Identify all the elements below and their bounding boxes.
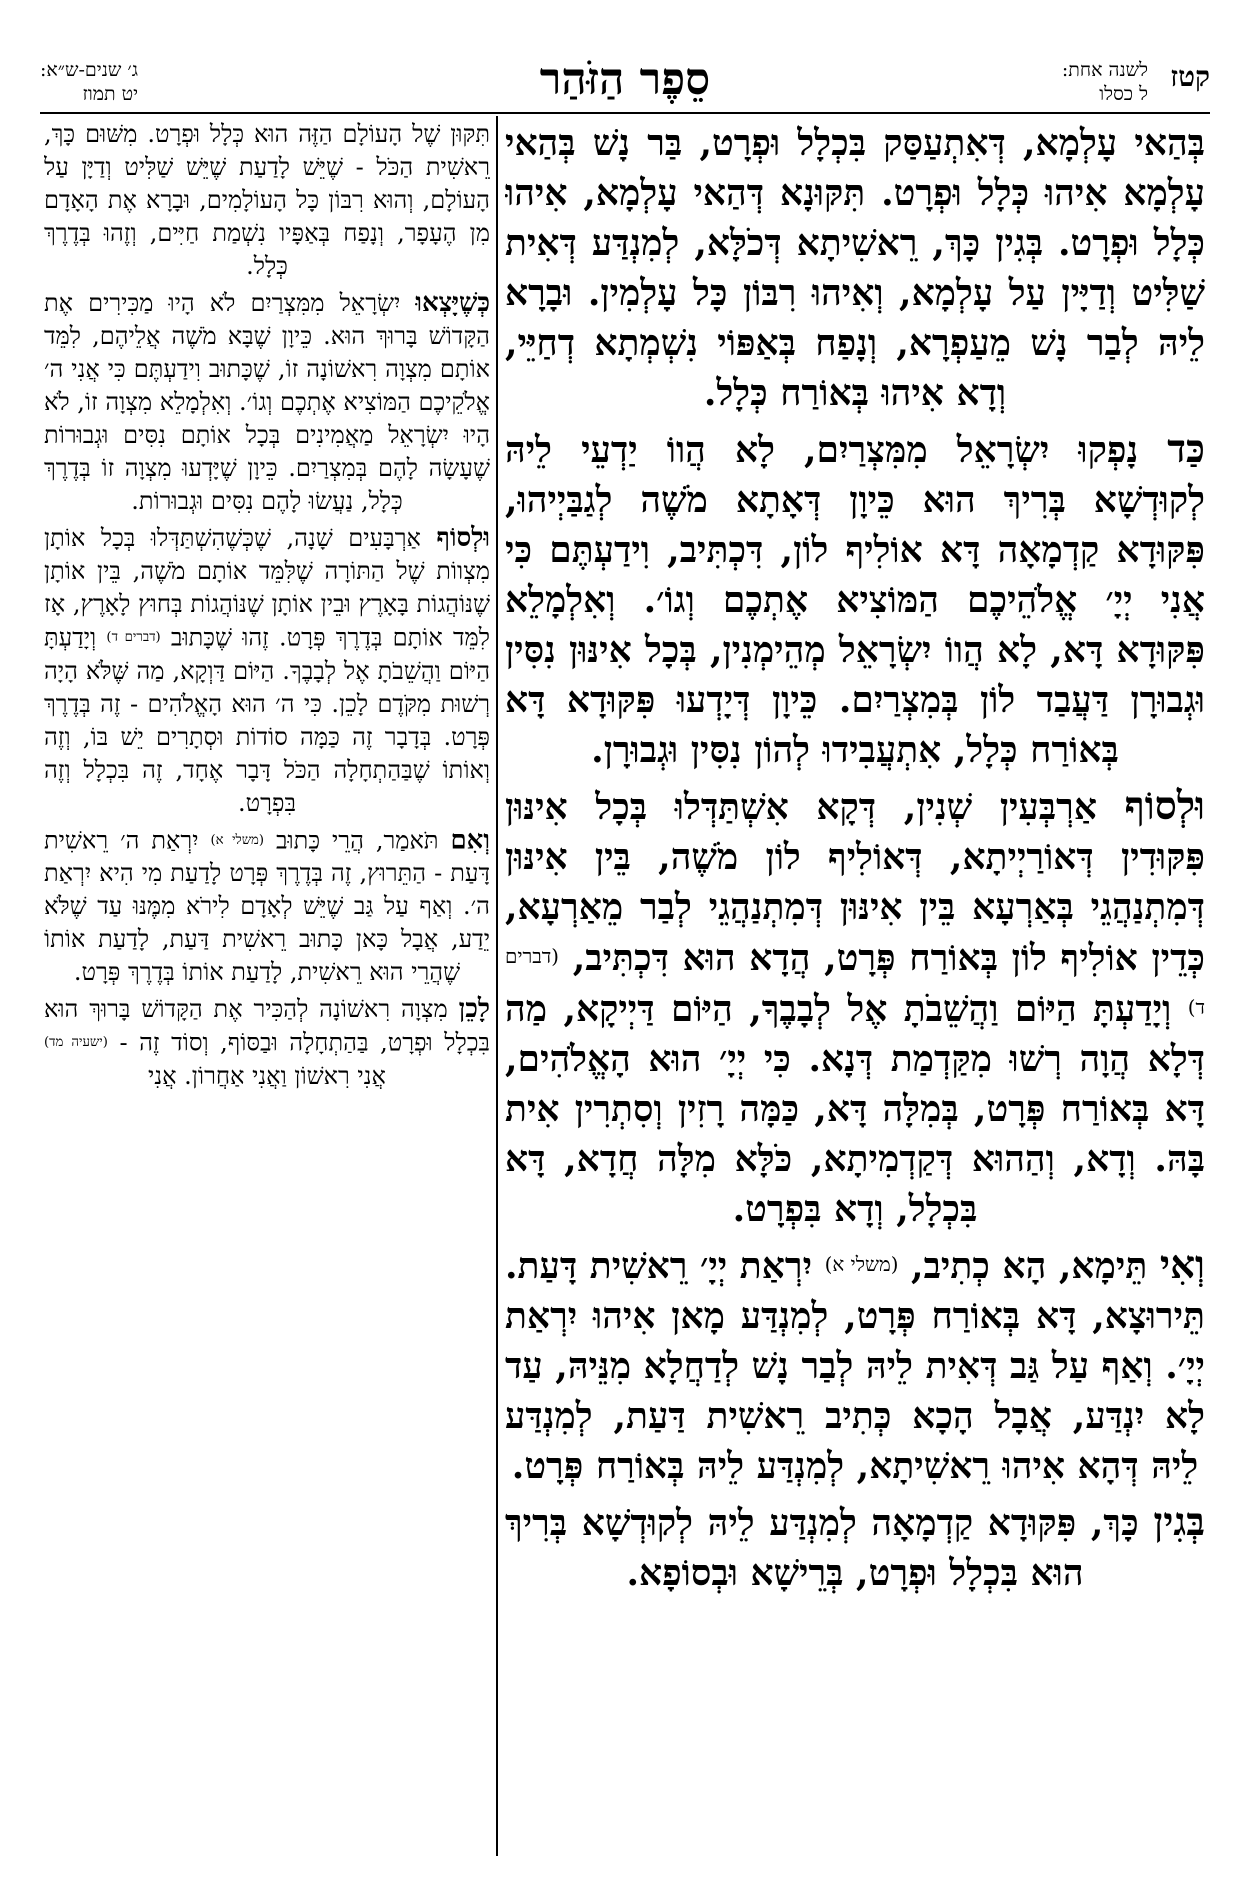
text-paragraph: בְּהַאי עָלְמָא, דְּאִתְעַסַּק בִּכְלָל וּפְרָט, בַּר נָשׁ בְּהַאי עָלְמָא אִיהוּ כְּלָל וּפְרָט. תִּקּוּנָא דְּהַאי עָלְמָא, אִיהוּ כְּלָל וּפְרָט. בְּגִין כָּךְ, רֵאשִׁיתָא דְּכֹלָּא, לְמִנְדַּע דְּאִית שַׁלִּיט וְדַיָּין עַל עָלְמָא, וְאִיהוּ רִבּוֹן כָּל עָלְמִין. וּבָרָא לֵיהּ לְבַר נָשׁ מֵעַפְרָא, וְנָפַח בְּאַפּוֹי נִשְׁמְתָא דְחַיֵּי, וְדָא אִיהוּ בְּאוֹרַח כְּלָל. — [505, 122, 1205, 414]
source-citation: (משלי א) — [210, 832, 264, 848]
source-citation: (דברים ד) — [106, 630, 161, 645]
paragraph-opener: בְּגִין — [1153, 1498, 1205, 1545]
header-rule — [40, 112, 1210, 114]
column-divider — [496, 116, 498, 1856]
page-number: קטז — [1170, 60, 1210, 93]
paragraph-opener: כַּד — [1167, 426, 1205, 472]
paragraph-opener: וּלְסוֹף — [436, 523, 490, 553]
text-paragraph: כַּד נָפְקוּ יִשְׂרָאֵל מִמִּצְרַיִם, לָא הֲווֹ יַדְעֵי לֵיהּ לְקוּדְשָׁא בְּרִיךְ הוּא כֵּיוָן דְּאָתָא מֹשֶׁה לְגַבַּיְיהוּ, פִּקּוּדָא קַדְמָאָה דָּא אוֹלִיף לוֹן, דִּכְתִּיב, וִידַעְתֶּם כִּי אֲנִי יְיָ׳ אֱלֹהֵיכֶם הַמּוֹצִיא אֶתְכֶם וְגוֹ׳. וְאִלְמָלֵא פִּקּוּדָא דָּא, לָא הֲווֹ יִשְׂרָאֵל מְהֵימְנִין, בְּכָל אִינּוּן נִסִּין וּגְבוּרָן דַּעֲבַד לוֹן בְּמִצְרַיִם. כֵּיוָן דְּיָדְעוּ פִּקּוּדָא דָּא בְּאוֹרַח כְּלָל, אִתְעֲבִידוּ לְהוֹן נִסִּין וּגְבוּרָן. — [505, 426, 1205, 771]
paragraph-opener: וְאִי — [1159, 1241, 1205, 1288]
schedule-label: לשנה אחת: — [1061, 59, 1148, 81]
book-title: סֵפֶר הַזֹּהַר — [539, 54, 711, 105]
aramaic-text-column — [505, 118, 1205, 1858]
paragraph-opener: לָכֵן — [458, 994, 490, 1025]
schedule-date: ל כסלו — [1099, 83, 1148, 105]
daily-schedule-three-years — [40, 58, 138, 106]
paragraph-opener: וּלְסוֹף — [1124, 783, 1205, 829]
text-paragraph: וּלְסוֹף אַרְבְּעִין שְׁנִין, דְּקָא אִשְׁתַּדְּלוּ בְּכָל אִינּוּן פִּקּוּדִין דְּאוֹרַיְיתָא, דְּאוֹלִיף לוֹן מֹשֶׁה, בֵּין אִינּוּן דְּמִתְנַהֲגֵי בְּאַרְעָא בֵּין אִינּוּן דְּמִתְנַהֲגֵי לְבַר מֵאַרְעָא, כְּדֵין אוֹלִיף לוֹן בְּאוֹרַח פְּרָט, הֲדָא הוּא דִּכְתִּיב, (דברים ד) וְיָדַעְתָּ הַיּוֹם וַהֲשֵׁבֹתָ אֶל לְבָבֶךָ, הַיּוֹם דַּיְיקָא, מַה דְּלָא הֲוָה רְשׁוּ מִקַּדְמַת דְּנָא. כִּי יְיָ׳ הוּא הָאֱלֹהִים, דָּא בְּאוֹרַח פְּרָט, בְּמִלָּה דָּא, כַּמָּה רָזִין וְסִתְרִין אִית בָּהּ. וְדָא, וְהַהוּא דְּקַדְמִיתָא, כֹּלָּא מִלָּה חֲדָא, דָּא בִּכְלָל, וְדָא בִּפְרָט. — [505, 783, 1205, 1230]
source-citation: (דברים ד) — [505, 945, 1205, 1019]
translation-paragraph: וּלְסוֹף אַרְבָּעִים שָׁנָה, שֶׁכְּשֶׁהִשְׁתַּדְּלוּ בְּכָל אוֹתָן מִצְווֹת שֶׁל הַתּוֹרָה שֶׁלִּמֵּד אוֹתָם מֹשֶׁה, בֵּין אוֹתָן שֶׁנּוֹהֲגוֹת בָּאָרֶץ וּבֵין אוֹתָן שֶׁנּוֹהֲגוֹת בְּחוּץ לָאָרֶץ, אָז לִמֵּד אוֹתָם בְּדֶרֶךְ פְּרָט. זֶהוּ שֶׁכָּתוּב (דברים ד) וְיָדַעְתָּ הַיּוֹם וַהֲשֵׁבֹתָ אֶל לְבָבֶךָ. הַיּוֹם דַּוְקָא, מַה שֶּׁלֹּא הָיָה רְשׁוּת מִקֹּדֶם לָכֵן. כִּי ה׳ הוּא הָאֱלֹהִים - זֶה בְּדֶרֶךְ פְּרָט. בְּדָבָר זֶה כַּמָּה סוֹדוֹת וּסְתָרִים יֵשׁ בּוֹ, וְזֶה וְאוֹתוֹ שֶׁבַּהַתְחָלָה הַכֹּל דָּבָר אֶחָד, זֶה בִּכְלָל וְזֶה בִּפְרָט. — [44, 523, 490, 817]
page-header — [40, 54, 1210, 108]
text-paragraph: בְּגִין כָּךְ, פִּקּוּדָא קַדְמָאָה לְמִנְדַּע לֵיהּ לְקוּדְשָׁא בְּרִיךְ הוּא בִּכְלָל וּפְרָט, בְּרֵישָׁא וּבְסוֹפָא. — [505, 1498, 1205, 1594]
hebrew-translation-column — [44, 118, 490, 1858]
paragraph-opener: כְּשֶׁיָּצְאוּ — [415, 288, 490, 318]
translation-paragraph: וְאִם תֹּאמַר, הֲרֵי כָּתוּב (משלי א) יִרְאַת ה׳ רֵאשִׁית דָּעַת - הַתֵּרוּץ, זֶה בְּדֶרֶךְ פְּרָט לָדַעַת מִי הִיא יִרְאַת ה׳. וְאַף עַל גַּב שֶׁיֵּשׁ לְאָדָם לִירֹא מִמֶּנּוּ עַד שֶׁלֹּא יֵדַע, אֲבָל כָּאן כָּתוּב רֵאשִׁית דַּעַת, לָדַעַת אוֹתוֹ שֶׁהֲרֵי הוּא רֵאשִׁית, לָדַעַת אוֹתוֹ בְּדֶרֶךְ פְּרָט. — [44, 825, 490, 987]
schedule-date: יט תמוז — [82, 83, 139, 105]
paragraph-opener: וְאִם — [450, 825, 490, 856]
text-paragraph: וְאִי תֵּימָא, הָא כְתִיב, (משלי א) יִרְאַת יְיָ׳ רֵאשִׁית דָּעַת. תֵּירוּצָא, דָּא בְּאוֹרַח פְּרָט, לְמִנְדַּע מָאן אִיהוּ יִרְאַת יְיָ׳. וְאַף עַל גַּב דְּאִית לֵיהּ לְבַר נָשׁ לְדַחֲלָא מִנֵּיהּ, עַד לָא יִנְדַּע, אֲבָל הָכָא כְּתִיב רֵאשִׁית דַּעַת, לְמִנְדַּע לֵיהּ דְּהָא אִיהוּ רֵאשִׁיתָא, לְמִנְדַּע לֵיהּ בְּאוֹרַח פְּרָט. — [505, 1241, 1205, 1487]
source-citation: (משלי א) — [824, 1252, 899, 1276]
translation-paragraph: תִּקּוּן שֶׁל הָעוֹלָם הַזֶּה הוּא כְּלָל וּפְרָט. מִשּׁוּם כָּךְ, רֵאשִׁית הַכֹּל - שֶׁיֵּשׁ לָדַעַת שֶׁיֵּשׁ שַׁלִּיט וְדַיָּן עַל הָעוֹלָם, וְהוּא רִבּוֹן כָּל הָעוֹלָמִים, וּבָרָא אֶת הָאָדָם מִן הֶעָפָר, וְנָפַח בְּאַפָּיו נִשְׁמַת חַיִּים, וְזֶהוּ בְּדֶרֶךְ כְּלָל. — [44, 120, 490, 280]
schedule-label: ג׳ שנים-ש״א: — [40, 59, 139, 81]
source-citation: (ישעיה מד) — [44, 1035, 108, 1051]
translation-paragraph: כְּשֶׁיָּצְאוּ יִשְׂרָאֵל מִמִּצְרַיִם לֹא הָיוּ מַכִּירִים אֶת הַקָּדוֹשׁ בָּרוּךְ הוּא. כֵּיוָן שֶׁבָּא מֹשֶׁה אֲלֵיהֶם, לִמֵּד אוֹתָם מִצְוָה רִאשׁוֹנָה זוֹ, שֶׁכָּתוּב וִידַעְתֶּם כִּי אֲנִי ה׳ אֱלֹקֵיכֶם הַמּוֹצִיא אֶתְכֶם וְגוֹ׳. וְאִלְמָלֵא מִצְוָה זוֹ, לֹא הָיוּ יִשְׂרָאֵל מַאֲמִינִים בְּכָל אוֹתָם נִסִּים וּגְבוּרוֹת שֶׁעָשָׂה לָהֶם בְּמִצְרַיִם. כֵּיוָן שֶׁיָּדְעוּ מִצְוָה זוֹ בְּדֶרֶךְ כְּלָל, נַעֲשׂוּ לָהֶם נִסִּים וּגְבוּרוֹת. — [44, 288, 490, 515]
translation-paragraph: לָכֵן מִצְוָה רִאשׁוֹנָה לְהַכִּיר אֶת הַקָּדוֹשׁ בָּרוּךְ הוּא בִּכְלָל וּפְרָט, בַּהַתְחָלָה וּבַסּוֹף, וְסוֹד זֶה - (ישעיה מד) אֲנִי רִאשׁוֹן וַאֲנִי אַחֲרוֹן. אֲנִי — [44, 994, 490, 1090]
